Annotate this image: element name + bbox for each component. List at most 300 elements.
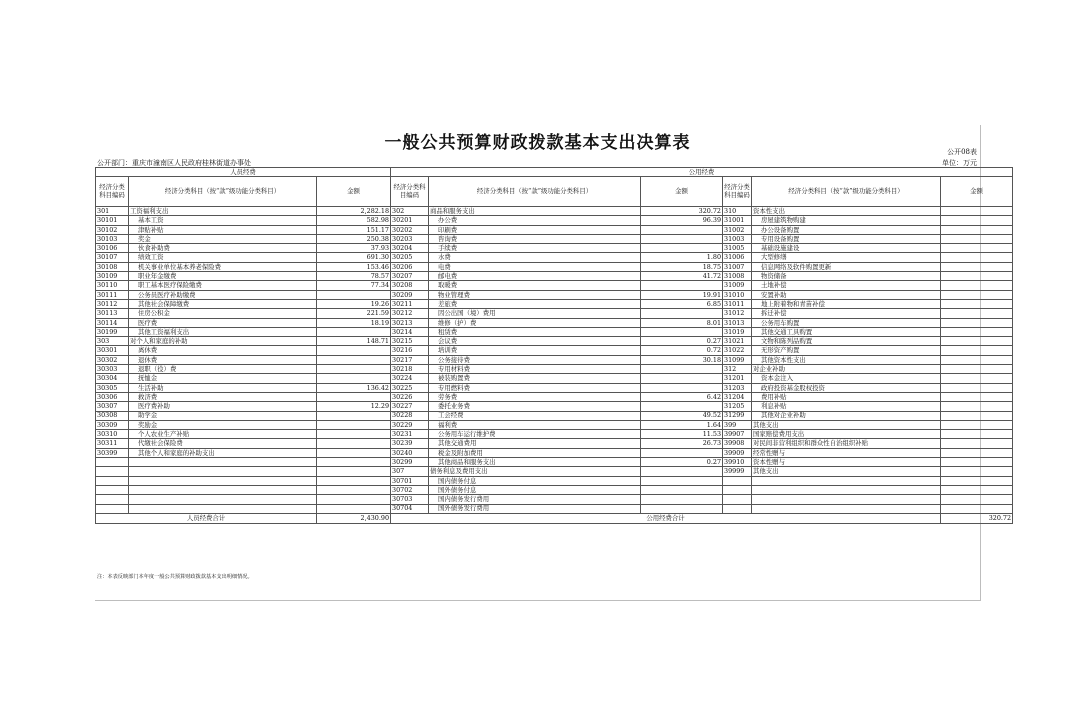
amount-cell: 18.19 [317, 318, 391, 327]
code-cell: 31003 [723, 234, 752, 243]
amount-cell: 19.91 [641, 290, 723, 299]
public-header: 公用经费 [391, 168, 1013, 177]
item-name-cell: 国家赔偿费用支出 [752, 430, 941, 439]
amount-cell: 151.17 [317, 225, 391, 234]
amount-header: 金额 [641, 177, 723, 207]
page-title: 一般公共预算财政拨款基本支出决算表 [384, 133, 691, 153]
code-cell: 30205 [391, 253, 429, 262]
public-total-label: 公用经费合计 [391, 513, 941, 523]
footnote: 注：本表反映部门本年度一般公共预算财政拨款基本支出明细情况。 [97, 574, 253, 580]
code-cell: 30399 [96, 448, 129, 457]
code-cell: 312 [723, 365, 752, 374]
item-name-cell: 医疗费 [129, 318, 317, 327]
code-cell: 30228 [391, 411, 429, 420]
item-name-cell: 对民间非营利组织和群众性自治组织补贴 [752, 439, 941, 448]
item-name-cell: 奖金 [129, 234, 317, 243]
amount-cell [641, 374, 723, 383]
code-cell: 30701 [391, 476, 429, 485]
code-cell: 30206 [391, 262, 429, 271]
amount-cell [941, 234, 1013, 243]
amount-cell [941, 504, 1013, 513]
item-name-cell: 债务利息及费用支出 [429, 467, 641, 476]
amount-cell: 1.80 [641, 253, 723, 262]
code-header: 经济分类科目编码 [723, 177, 752, 207]
amount-cell [317, 467, 391, 476]
expenditure-table [95, 167, 1013, 524]
amount-cell [941, 448, 1013, 457]
item-name-cell: 咨询费 [429, 234, 641, 243]
amount-cell: 582.98 [317, 216, 391, 225]
amount-cell [941, 216, 1013, 225]
amount-cell: 6.42 [641, 392, 723, 401]
amount-cell: 136.42 [317, 383, 391, 392]
code-cell: 31011 [723, 299, 752, 308]
code-cell: 30203 [391, 234, 429, 243]
amount-cell: 250.38 [317, 234, 391, 243]
item-name-cell: 机关事业单位基本养老保险费 [129, 262, 317, 271]
amount-cell [941, 355, 1013, 364]
code-cell: 30703 [391, 495, 429, 504]
amount-cell: 11.53 [641, 430, 723, 439]
item-name-cell: 离休费 [129, 346, 317, 355]
amount-cell [941, 272, 1013, 281]
code-cell: 31022 [723, 346, 752, 355]
code-cell: 30202 [391, 225, 429, 234]
code-cell: 31009 [723, 281, 752, 290]
amount-cell [941, 299, 1013, 308]
item-name-cell [129, 495, 317, 504]
item-name-cell: 资本金注入 [752, 374, 941, 383]
code-cell [96, 476, 129, 485]
code-cell [96, 495, 129, 504]
table-row [96, 374, 1013, 383]
code-cell: 31010 [723, 290, 752, 299]
item-name-cell: 资本性支出 [752, 207, 941, 216]
code-cell: 30704 [391, 504, 429, 513]
code-cell: 30302 [96, 355, 129, 364]
item-name-cell [752, 485, 941, 494]
item-name-cell: 代缴社会保险费 [129, 439, 317, 448]
amount-cell [941, 262, 1013, 271]
item-name-cell: 税金及附加费用 [429, 448, 641, 457]
code-cell: 31001 [723, 216, 752, 225]
item-name-cell [129, 458, 317, 467]
item-name-cell: 办公设备购置 [752, 225, 941, 234]
item-name-cell: 邮电费 [429, 272, 641, 281]
code-cell: 30216 [391, 346, 429, 355]
amount-cell [317, 476, 391, 485]
table-row [96, 430, 1013, 439]
code-cell: 30213 [391, 318, 429, 327]
amount-header: 金额 [317, 177, 391, 207]
item-name-cell: 其他交通工具购置 [752, 327, 941, 336]
totals-row [96, 513, 1013, 523]
code-cell [723, 504, 752, 513]
code-cell: 30310 [96, 430, 129, 439]
amount-cell [317, 290, 391, 299]
code-cell: 39907 [723, 430, 752, 439]
code-cell: 30229 [391, 420, 429, 429]
amount-cell [941, 225, 1013, 234]
code-cell: 302 [391, 207, 429, 216]
personnel-total-label: 人员经费合计 [96, 513, 317, 523]
table-row [96, 309, 1013, 318]
item-name-cell [752, 495, 941, 504]
table-row [96, 402, 1013, 411]
code-cell: 30107 [96, 253, 129, 262]
amount-cell: 153.46 [317, 262, 391, 271]
code-cell [723, 485, 752, 494]
item-name-cell: 利息补贴 [752, 402, 941, 411]
code-cell: 31299 [723, 411, 752, 420]
amount-cell [941, 346, 1013, 355]
table-row [96, 476, 1013, 485]
code-header: 经济分类科目编码 [391, 177, 429, 207]
item-name-cell: 基础设施建设 [752, 244, 941, 253]
code-cell: 30110 [96, 281, 129, 290]
item-name-cell: 培训费 [429, 346, 641, 355]
item-name-cell: 其他支出 [752, 420, 941, 429]
table-row [96, 290, 1013, 299]
item-name-cell: 被装购置费 [429, 374, 641, 383]
item-name-cell: 救济费 [129, 392, 317, 401]
amount-cell [941, 337, 1013, 346]
item-name-cell: 专用材料费 [429, 365, 641, 374]
item-name-cell: 公务接待费 [429, 355, 641, 364]
code-cell: 30101 [96, 216, 129, 225]
code-cell: 39910 [723, 458, 752, 467]
code-cell: 30207 [391, 272, 429, 281]
personnel-total-value: 2,430.90 [317, 513, 391, 523]
item-name-cell: 费用补贴 [752, 392, 941, 401]
code-cell: 30227 [391, 402, 429, 411]
code-cell: 30305 [96, 383, 129, 392]
name-header: 经济分类科目（按“款”级功能分类科目） [752, 177, 941, 207]
item-name-cell: 奖励金 [129, 420, 317, 429]
item-name-cell: 大型修缮 [752, 253, 941, 262]
code-cell: 31021 [723, 337, 752, 346]
item-name-cell: 个人农业生产补贴 [129, 430, 317, 439]
code-cell: 30239 [391, 439, 429, 448]
code-cell: 30299 [391, 458, 429, 467]
item-name-cell: 印刷费 [429, 225, 641, 234]
amount-cell: 221.59 [317, 309, 391, 318]
code-cell: 39999 [723, 467, 752, 476]
code-cell [723, 495, 752, 504]
amount-cell [317, 448, 391, 457]
amount-cell: 19.26 [317, 299, 391, 308]
amount-cell: 77.34 [317, 281, 391, 290]
code-cell: 30114 [96, 318, 129, 327]
item-name-cell: 国外债务付息 [429, 485, 641, 494]
amount-cell [641, 309, 723, 318]
amount-cell [941, 290, 1013, 299]
code-cell: 31204 [723, 392, 752, 401]
amount-cell [641, 225, 723, 234]
code-cell: 31006 [723, 253, 752, 262]
item-name-cell: 其他个人和家庭的补助支出 [129, 448, 317, 457]
code-cell: 30218 [391, 365, 429, 374]
item-name-cell: 其他社会保障缴费 [129, 299, 317, 308]
table-row [96, 467, 1013, 476]
amount-cell: 2,282.18 [317, 207, 391, 216]
table-row [96, 420, 1013, 429]
item-name-cell: 商品和服务支出 [429, 207, 641, 216]
amount-cell [317, 355, 391, 364]
column-header-row [96, 177, 1013, 207]
item-name-cell: 安置补助 [752, 290, 941, 299]
item-name-cell: 职业年金缴费 [129, 272, 317, 281]
amount-cell [317, 392, 391, 401]
amount-cell: 1.64 [641, 420, 723, 429]
item-name-cell: 委托业务费 [429, 402, 641, 411]
amount-header: 金额 [941, 177, 1013, 207]
item-name-cell: 手续费 [429, 244, 641, 253]
item-name-cell: 电费 [429, 262, 641, 271]
amount-cell: 26.73 [641, 439, 723, 448]
name-header: 经济分类科目（按“款”级功能分类科目） [129, 177, 317, 207]
item-name-cell: 政府投资基金股权投资 [752, 383, 941, 392]
item-name-cell [129, 476, 317, 485]
table-row [96, 225, 1013, 234]
table-row [96, 485, 1013, 494]
table-row [96, 327, 1013, 336]
code-cell: 30311 [96, 439, 129, 448]
item-name-cell: 公务员医疗补助缴费 [129, 290, 317, 299]
amount-cell: 8.01 [641, 318, 723, 327]
amount-cell [941, 420, 1013, 429]
item-name-cell: 差旅费 [429, 299, 641, 308]
code-cell: 301 [96, 207, 129, 216]
code-cell: 39908 [723, 439, 752, 448]
item-name-cell: 房屋建筑物购建 [752, 216, 941, 225]
code-cell: 30211 [391, 299, 429, 308]
amount-cell: 49.52 [641, 411, 723, 420]
amount-cell: 0.72 [641, 346, 723, 355]
amount-cell [941, 458, 1013, 467]
item-name-cell: 拆迁补偿 [752, 309, 941, 318]
amount-cell [941, 281, 1013, 290]
amount-cell: 96.39 [641, 216, 723, 225]
item-name-cell: 办公费 [429, 216, 641, 225]
department-label: 公开部门：重庆市潼南区人民政府桂林街道办事处 [97, 159, 251, 167]
item-name-cell: 退休费 [129, 355, 317, 364]
amount-cell [317, 346, 391, 355]
code-cell: 30201 [391, 216, 429, 225]
item-name-cell: 租赁费 [429, 327, 641, 336]
name-header: 经济分类科目（按“款”级功能分类科目） [429, 177, 641, 207]
code-cell [96, 467, 129, 476]
amount-cell: 30.18 [641, 355, 723, 364]
code-cell: 31002 [723, 225, 752, 234]
code-cell: 30109 [96, 272, 129, 281]
table-row [96, 495, 1013, 504]
item-name-cell: 文物和陈列品购置 [752, 337, 941, 346]
item-name-cell: 其他对企业补助 [752, 411, 941, 420]
item-name-cell: 其他交通费用 [429, 439, 641, 448]
code-cell: 30111 [96, 290, 129, 299]
table-row [96, 383, 1013, 392]
code-cell: 30199 [96, 327, 129, 336]
amount-cell [941, 244, 1013, 253]
item-name-cell: 对个人和家庭的补助 [129, 337, 317, 346]
amount-cell [317, 430, 391, 439]
item-name-cell: 基本工资 [129, 216, 317, 225]
code-cell [723, 476, 752, 485]
item-name-cell: 公务用车运行维护费 [429, 430, 641, 439]
amount-cell [317, 504, 391, 513]
amount-cell [941, 392, 1013, 401]
amount-cell [941, 495, 1013, 504]
item-name-cell: 土地补偿 [752, 281, 941, 290]
code-cell: 30307 [96, 402, 129, 411]
table-row [96, 318, 1013, 327]
item-name-cell [752, 504, 941, 513]
amount-cell [941, 374, 1013, 383]
code-cell: 39909 [723, 448, 752, 457]
item-name-cell: 公务用车购置 [752, 318, 941, 327]
item-name-cell: 地上附着物和青苗补偿 [752, 299, 941, 308]
amount-cell [941, 207, 1013, 216]
code-cell: 30304 [96, 374, 129, 383]
table-row [96, 216, 1013, 225]
table-row [96, 411, 1013, 420]
code-cell: 30112 [96, 299, 129, 308]
amount-cell [641, 476, 723, 485]
amount-cell [641, 504, 723, 513]
code-cell: 30215 [391, 337, 429, 346]
table-row [96, 337, 1013, 346]
code-cell [96, 458, 129, 467]
item-name-cell: 其他工资福利支出 [129, 327, 317, 336]
amount-cell [941, 327, 1013, 336]
code-cell: 31019 [723, 327, 752, 336]
public-total-value: 320.72 [941, 513, 1013, 523]
table-row [96, 355, 1013, 364]
item-name-cell: 其他支出 [752, 467, 941, 476]
table-row [96, 272, 1013, 281]
amount-cell: 0.27 [641, 337, 723, 346]
code-cell: 303 [96, 337, 129, 346]
amount-cell [317, 458, 391, 467]
form-number: 公开08表 [947, 148, 977, 156]
code-cell: 30224 [391, 374, 429, 383]
code-cell: 31005 [723, 244, 752, 253]
amount-cell [641, 327, 723, 336]
item-name-cell: 维修（护）费 [429, 318, 641, 327]
code-cell [96, 504, 129, 513]
item-name-cell: 福利费 [429, 420, 641, 429]
item-name-cell: 其他资本性支出 [752, 355, 941, 364]
amount-cell: 41.72 [641, 272, 723, 281]
amount-cell: 148.71 [317, 337, 391, 346]
code-cell: 31201 [723, 374, 752, 383]
amount-cell: 691.30 [317, 253, 391, 262]
amount-cell [317, 327, 391, 336]
code-cell: 30303 [96, 365, 129, 374]
item-name-cell: 工会经费 [429, 411, 641, 420]
item-name-cell: 其他商品和服务支出 [429, 458, 641, 467]
code-cell: 30209 [391, 290, 429, 299]
amount-cell [317, 485, 391, 494]
amount-cell [941, 485, 1013, 494]
table-row [96, 439, 1013, 448]
code-cell: 30103 [96, 234, 129, 243]
code-header: 经济分类科目编码 [96, 177, 129, 207]
amount-cell [941, 430, 1013, 439]
table-row [96, 504, 1013, 513]
item-name-cell: 无形资产购置 [752, 346, 941, 355]
amount-cell [641, 467, 723, 476]
code-cell: 30231 [391, 430, 429, 439]
amount-cell [941, 411, 1013, 420]
item-name-cell: 取暖费 [429, 281, 641, 290]
item-name-cell: 专用燃料费 [429, 383, 641, 392]
item-name-cell: 水费 [429, 253, 641, 262]
code-cell: 30306 [96, 392, 129, 401]
amount-cell [941, 253, 1013, 262]
amount-cell: 18.75 [641, 262, 723, 271]
item-name-cell: 医疗费补助 [129, 402, 317, 411]
group-header-row [96, 168, 1013, 177]
item-name-cell: 物业管理费 [429, 290, 641, 299]
code-cell: 30214 [391, 327, 429, 336]
amount-cell [641, 485, 723, 494]
table-row [96, 346, 1013, 355]
item-name-cell: 国外债务发行费用 [429, 504, 641, 513]
item-name-cell: 资本性赠与 [752, 458, 941, 467]
code-cell: 30212 [391, 309, 429, 318]
code-cell: 30108 [96, 262, 129, 271]
table-row [96, 253, 1013, 262]
amount-cell [641, 448, 723, 457]
amount-cell: 37.93 [317, 244, 391, 253]
table-row [96, 365, 1013, 374]
amount-cell: 12.29 [317, 402, 391, 411]
code-cell: 31203 [723, 383, 752, 392]
code-cell: 30301 [96, 346, 129, 355]
item-name-cell: 津贴补贴 [129, 225, 317, 234]
amount-cell [317, 439, 391, 448]
code-cell: 30702 [391, 485, 429, 494]
amount-cell [641, 383, 723, 392]
item-name-cell [129, 485, 317, 494]
amount-cell [941, 309, 1013, 318]
code-cell: 307 [391, 467, 429, 476]
amount-cell: 0.27 [641, 458, 723, 467]
code-cell: 31012 [723, 309, 752, 318]
table-row [96, 281, 1013, 290]
item-name-cell: 助学金 [129, 411, 317, 420]
amount-cell [641, 365, 723, 374]
report-page [95, 125, 1012, 601]
code-cell: 31008 [723, 272, 752, 281]
table-row [96, 262, 1013, 271]
item-name-cell: 住房公积金 [129, 309, 317, 318]
code-cell: 30309 [96, 420, 129, 429]
amount-cell [941, 476, 1013, 485]
amount-cell: 320.72 [641, 207, 723, 216]
item-name-cell: 因公出国（境）费用 [429, 309, 641, 318]
amount-cell: 6.85 [641, 299, 723, 308]
code-cell: 31205 [723, 402, 752, 411]
item-name-cell: 经常性赠与 [752, 448, 941, 457]
item-name-cell: 国内债务发行费用 [429, 495, 641, 504]
amount-cell [641, 402, 723, 411]
item-name-cell: 劳务费 [429, 392, 641, 401]
amount-cell: 78.57 [317, 272, 391, 281]
item-name-cell: 退职（役）费 [129, 365, 317, 374]
